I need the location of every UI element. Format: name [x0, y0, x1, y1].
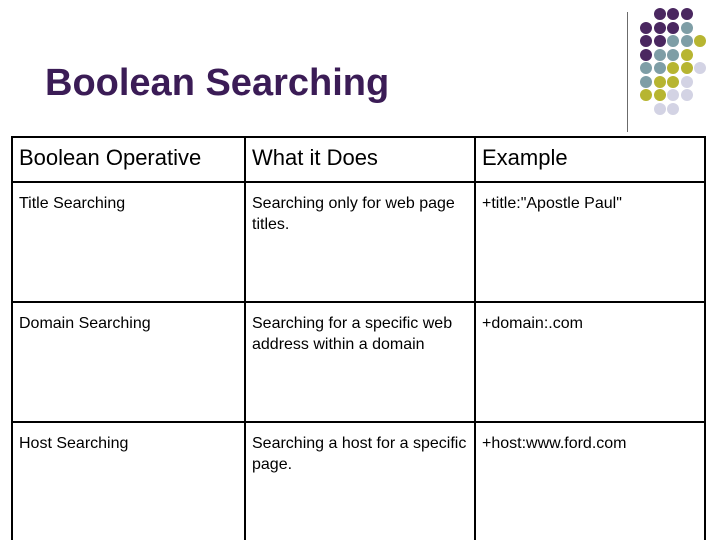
- decorative-dot: [640, 35, 652, 47]
- decorative-dot: [667, 22, 679, 34]
- decorative-dot: [667, 76, 679, 88]
- decorative-dot: [667, 89, 679, 101]
- column-header-operative: Boolean Operative: [12, 137, 245, 182]
- table-cell-description: Searching a host for a specific page.: [245, 422, 475, 540]
- decorative-dot: [694, 35, 706, 47]
- decorative-dot: [667, 103, 679, 115]
- column-header-what-it-does: What it Does: [245, 137, 475, 182]
- decorative-dot: [654, 62, 666, 74]
- table-cell-description: Searching for a specific web address within a domain: [245, 302, 475, 422]
- decorative-dot: [654, 49, 666, 61]
- decorative-dot: [667, 8, 679, 20]
- decorative-dot: [640, 89, 652, 101]
- slide-title: Boolean Searching: [45, 62, 390, 104]
- table-header-row: [12, 137, 705, 182]
- decorative-dot: [681, 49, 693, 61]
- table-cell-operative: Domain Searching: [12, 302, 245, 422]
- decorative-dot: [667, 62, 679, 74]
- table-row: [12, 302, 705, 422]
- table-cell-operative: Title Searching: [12, 182, 245, 302]
- table-cell-description: Searching only for web page titles.: [245, 182, 475, 302]
- decorative-dot-grid: [640, 8, 720, 118]
- decorative-dot: [640, 62, 652, 74]
- decorative-dot: [654, 89, 666, 101]
- decorative-dot: [694, 62, 706, 74]
- table-cell-example: +domain:.com: [475, 302, 705, 422]
- decorative-dot: [640, 76, 652, 88]
- table-cell-example: +host:www.ford.com: [475, 422, 705, 540]
- decorative-dot: [681, 35, 693, 47]
- decorative-dot: [654, 8, 666, 20]
- decorative-dot: [681, 62, 693, 74]
- decorative-dot: [667, 35, 679, 47]
- decorative-dot: [654, 103, 666, 115]
- table-cell-example: +title:"Apostle Paul": [475, 182, 705, 302]
- decorative-dot: [654, 76, 666, 88]
- decorative-dot: [681, 89, 693, 101]
- table-cell-operative: Host Searching: [12, 422, 245, 540]
- decorative-dot: [681, 22, 693, 34]
- table-row: [12, 422, 705, 540]
- decorative-dot: [681, 76, 693, 88]
- decorative-dot: [640, 22, 652, 34]
- decorative-dot: [654, 35, 666, 47]
- table-row: [12, 182, 705, 302]
- decorative-divider-line: [627, 12, 628, 132]
- decorative-dot: [654, 22, 666, 34]
- decorative-dot: [667, 49, 679, 61]
- column-header-example: Example: [475, 137, 705, 182]
- decorative-dot: [681, 8, 693, 20]
- boolean-operators-table: [11, 136, 706, 540]
- decorative-dot: [640, 49, 652, 61]
